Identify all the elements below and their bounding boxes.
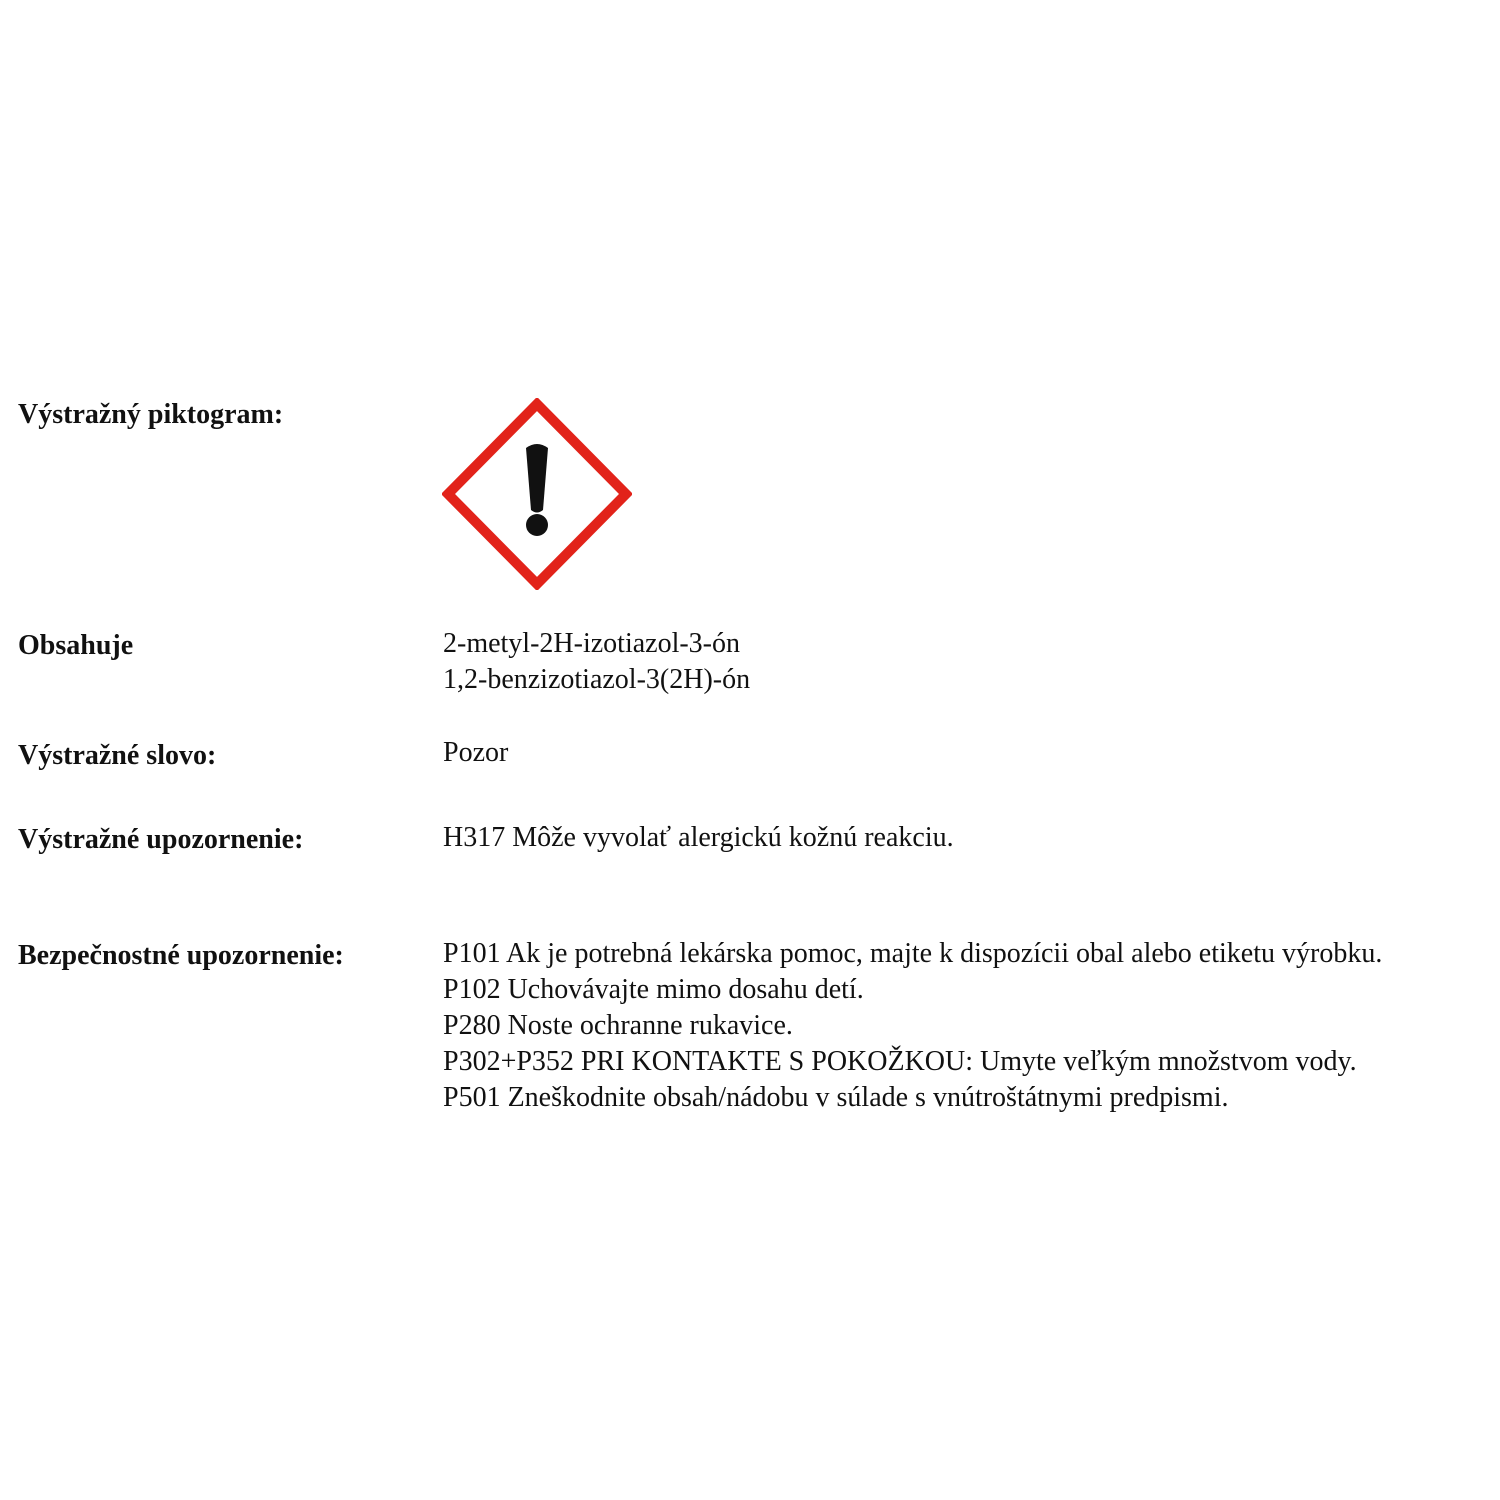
precautionary-statement: P501 Zneškodnite obsah/nádobu v súlade s vnútroštátnymi predpismi. [443, 1082, 1229, 1113]
precautionary-statement: P302+P352 PRI KONTAKTE S POKOŽKOU: Umyte veľkým množstvom vody. [443, 1046, 1357, 1077]
contains-label: Obsahuje [18, 630, 134, 661]
precautionary-statement: P102 Uchovávajte mimo dosahu detí. [443, 974, 864, 1005]
contains-list [443, 626, 750, 698]
precautionary-statements-label: Bezpečnostné upozornenie: [18, 940, 344, 971]
contains-item: 2-metyl-2H-izotiazol-3-ón [443, 628, 741, 659]
contains-item: 1,2-benzizotiazol-3(2H)-ón [443, 664, 751, 695]
signal-word-value: Pozor [443, 737, 509, 768]
signal-word-label: Výstražné slovo: [18, 740, 217, 771]
pictogram-label: Výstražný piktogram: [18, 399, 284, 430]
hazard-statement-label: Výstražné upozornenie: [18, 824, 304, 855]
precautionary-statement: P280 Noste ochranne rukavice. [443, 1010, 793, 1041]
exclamation-mark-icon [442, 398, 632, 590]
precautionary-statement: P101 Ak je potrebná lekárska pomoc, majte k dispozícii obal alebo etiketu výrobku. [443, 938, 1383, 969]
exclamation-dot [526, 514, 548, 536]
precautionary-statements-list [443, 936, 1382, 1116]
hazard-statement-value: H317 Môže vyvolať alergickú kožnú reakciu. [443, 822, 954, 853]
